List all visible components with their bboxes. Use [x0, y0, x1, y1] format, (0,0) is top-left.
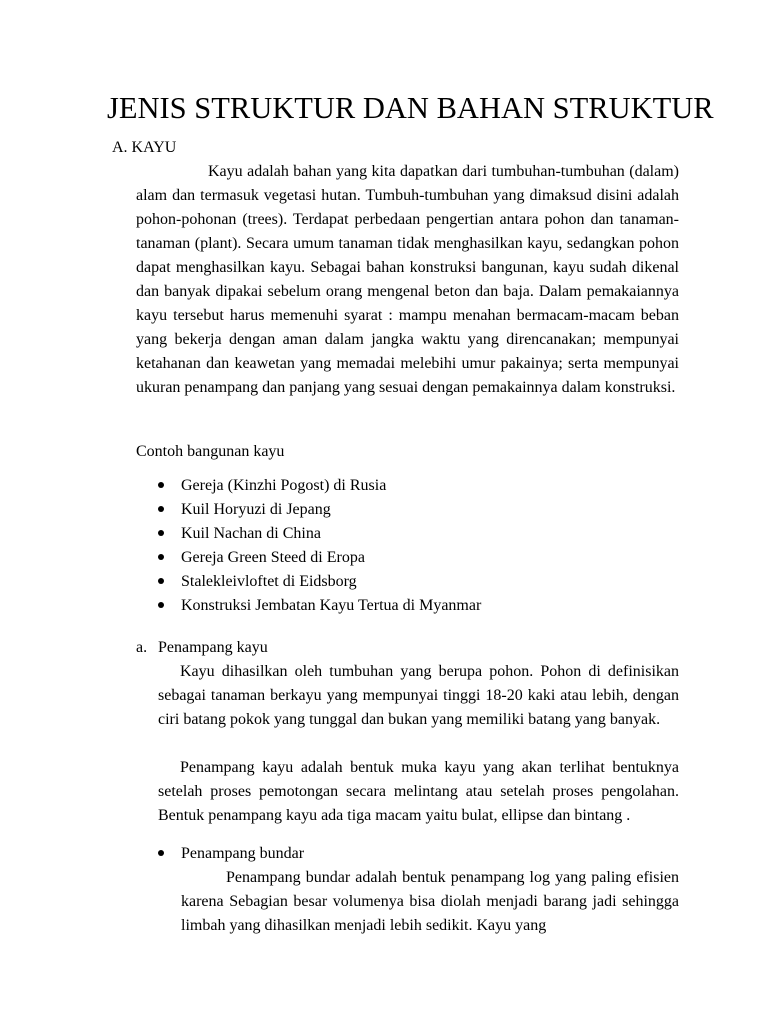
penampang-bundar-bullet — [158, 842, 304, 866]
list-item-text: Gereja (Kinzhi Pogost) di Rusia — [181, 477, 387, 494]
list-item-text: Kuil Nachan di China — [181, 525, 321, 542]
subsection-a-paragraph-1: Kayu dihasilkan oleh tumbuhan yang berupa pohon. Pohon di definisikan sebagai tanaman berkayu yang mempunyai tinggi 18-20 kaki atau lebih, dengan ciri batang pokok yang tunggal dan bukan yang memiliki batang yang banyak. — [158, 663, 679, 728]
bullet-icon — [158, 530, 164, 536]
bullet-icon — [158, 482, 164, 488]
subsection-title: Penampang kayu — [158, 639, 268, 656]
section-a-heading: A. KAYU — [112, 139, 177, 156]
bullet-icon — [158, 602, 164, 608]
list-item-text: Stalekleivloftet di Eidsborg — [181, 573, 357, 590]
bullet-icon — [158, 506, 164, 512]
list-item — [158, 522, 481, 546]
list-item-text: Gereja Green Steed di Eropa — [181, 549, 365, 566]
list-item — [158, 594, 481, 618]
bullet-icon — [158, 578, 164, 584]
list-item — [158, 498, 481, 522]
list-item — [158, 570, 481, 594]
subsection-a-paragraph-2: Penampang kayu adalah bentuk muka kayu yang akan terlihat bentuknya setelah proses pemotongan secara melintang atau setelah proses pengolahan. Bentuk penampang kayu ada tiga macam yaitu bulat, ellipse dan bintang . — [158, 759, 679, 824]
subsection-marker: a. — [136, 639, 148, 656]
list-item — [158, 546, 481, 570]
list-item-text: Konstruksi Jembatan Kayu Tertua di Myanmar — [181, 597, 482, 614]
list-item — [158, 474, 481, 498]
list-item-text: Kuil Horyuzi di Jepang — [181, 501, 331, 518]
bullet-heading: Penampang bundar — [181, 845, 305, 862]
examples-list — [158, 474, 481, 618]
subsection-a-heading — [136, 636, 268, 660]
section-a-paragraph: Kayu adalah bahan yang kita dapatkan dari tumbuhan-tumbuhan (dalam) alam dan termasuk vegetasi hutan. Tumbuh-tumbuhan yang dimaksud disini adalah pohon-pohonan (trees). Terdapat perbedaan pengertian antara pohon dan tanaman-tanaman (plant). Secara umum tanaman tidak menghasilkan kayu, sedangkan pohon dapat menghasilkan kayu. Sebagai bahan konstruksi bangunan, kayu sudah dikenal dan banyak dipakai sebelum orang mengenal beton dan baja. Dalam pemakaiannya kayu tersebut harus memenuhi syarat : mampu menahan bermacam-macam beban yang bekerja dengan aman dalam jangka waktu yang direncanakan; mempunyai ketahanan dan keawetan yang memadai melebihi umur pakainya; serta mempunyai ukuran penampang dan panjang yang sesuai dengan pemakainnya dalam konstruksi. — [136, 163, 679, 396]
penampang-bundar-paragraph: Penampang bundar adalah bentuk penampang log yang paling efisien karena Sebagian besar volumenya bisa diolah menjadi barang jadi sehingga limbah yang dihasilkan menjadi lebih sedikit. Kayu yang — [181, 869, 679, 934]
document-title: JENIS STRUKTUR DAN BAHAN STRUKTUR — [107, 91, 714, 125]
bullet-icon — [158, 850, 164, 856]
examples-label: Contoh bangunan kayu — [136, 443, 285, 460]
bullet-icon — [158, 554, 164, 560]
